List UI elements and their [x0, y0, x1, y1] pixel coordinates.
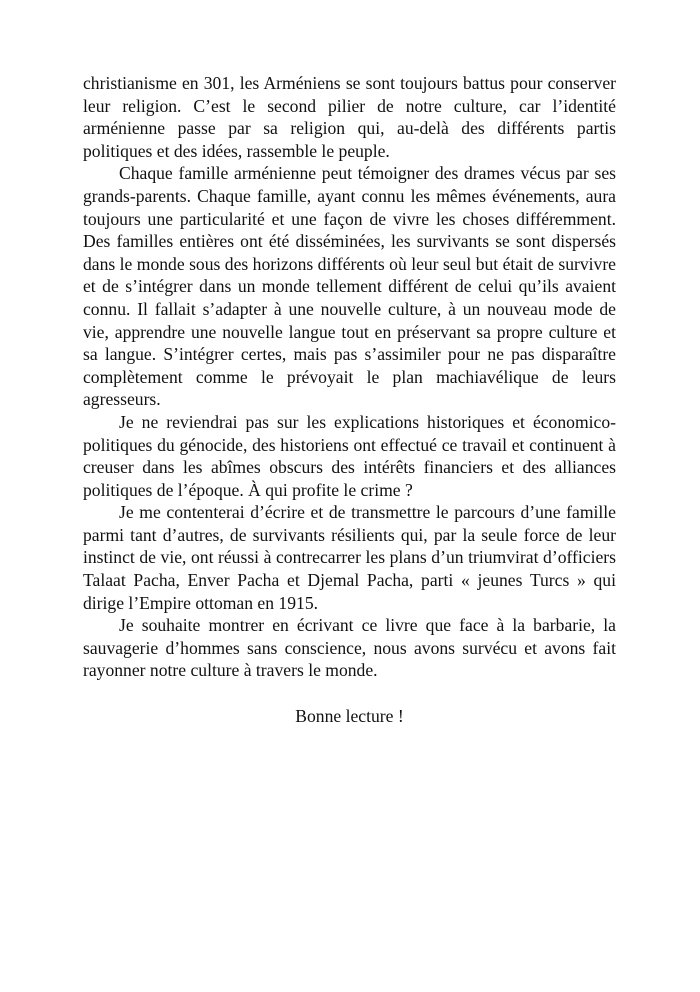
paragraph-2: Chaque famille arménienne peut témoigner des drames vécus par ses grands-parents. Chaque famille, ayant connu les mêmes événements, aura toujours une particularité et une façon de vivre les choses différemment. Des familles entières ont été disséminées, les survivants se sont dispersés dans le monde sous des horizons différents où leur seul but était de survivre et de s’intégrer dans un monde tellement différent de celui qu’ils avaient connu. Il fallait s’adapter à une nouvelle culture, à un nouveau mode de vie, apprendre une nouvelle langue tout en préservant sa propre culture et sa langue. S’intégrer certes, mais pas s’assimiler pour ne pas disparaître complètement comme le prévoyait le plan machiavélique de leurs agresseurs.	[83, 163, 616, 410]
closing-line: Bonne lecture !	[295, 705, 404, 726]
paragraph-1: christianisme en 301, les Arméniens se sont toujours battus pour conserver leur religion. C’est le second pilier de notre culture, car l’identité arménienne passe par sa religion qui, au-delà des différents partis politiques et des idées, rassemble le peuple.	[83, 73, 616, 161]
paragraph-3: Je ne reviendrai pas sur les explications historiques et économico-politiques du génocide, des historiens ont effectué ce travail et continuent à creuser dans les abîmes obscurs des intérêts financiers et des alliances politiques de l’époque. À qui profite le crime ?	[83, 411, 616, 500]
paragraph-5: Je souhaite montrer en écrivant ce livre que face à la barbarie, la sauvagerie d’hommes sans conscience, nous avons survécu et avons fait rayonner notre culture à travers le monde.	[83, 615, 616, 681]
paragraph-4: Je me contenterai d’écrire et de transmettre le parcours d’une famille parmi tant d’autres, de survivants résilients qui, par la seule force de leur instinct de vie, ont réussi à contrecarrer les plans d’un triumvirat d’officiers Talaat Pacha, Enver Pacha et Djemal Pacha, parti « jeunes Turcs » qui dirige l’Empire ottoman en 1915.	[83, 502, 616, 613]
document-page	[83, 72, 616, 727]
